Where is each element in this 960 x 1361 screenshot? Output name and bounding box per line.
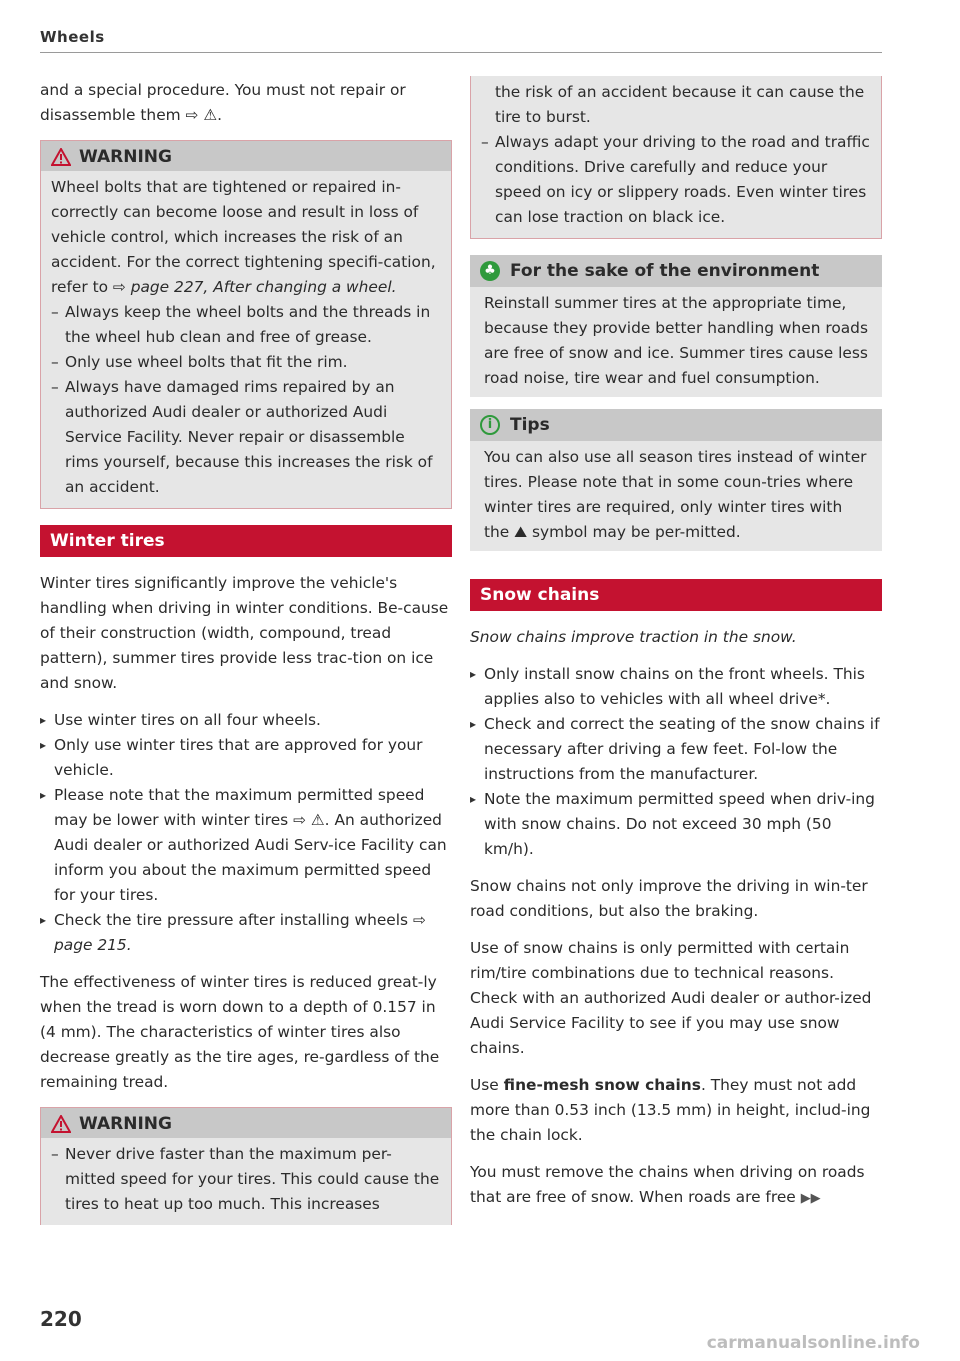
warning-label: WARNING [79,147,172,167]
warning-box-bolts [40,140,452,509]
environment-note-text: Reinstall summer tires at the appropriate time, because they provide better handling when roads are free of snow and ice. Summer tires cause less road noise, tire wear and fuel consumption. [484,294,868,387]
page-reference-link[interactable]: ⇨ page 215. [54,911,426,954]
warning-triangle-icon [51,1115,71,1133]
winter-step: ▸ Only use winter tires that are approved for your vehicle. [40,733,452,783]
section-title-winter-tires: Winter tires [40,525,452,557]
tips-title: Tips [510,415,550,435]
snow-step: ▸ Check and correct the seating of the snow chains if necessary after driving a few feet. Fol-low the instructions from the manufacturer. [470,712,882,787]
warning-continued-text: the risk of an accident because it can cause the tire to burst. [495,83,865,126]
snow-steps [470,662,882,862]
winter-intro: Winter tires significantly improve the vehicle's handling when driving in winter conditions. Be-cause of their construction (width, compound, tread pattern), summer tires provide less trac-tion on ice and snow. [40,574,449,692]
snow-paragraph: Snow chains not only improve the driving in win-ter road conditions, but also the braking. [470,877,868,920]
warning-body [41,1138,451,1225]
warning-text: Wheel bolts that are tightened or repaired in-correctly can become loose and result in loss of vehicle control, which increases the risk of an accident. For the correct tightening specifi-cation, refer to ⇨ page 227, After changing a wheel. [51,178,436,296]
warning-item: – Always keep the wheel bolts and the threads in the wheel hub clean and free of grease. [51,300,441,350]
warning-triangle-icon [51,148,71,166]
warning-item: – Only use wheel bolts that fit the rim. [51,350,441,375]
page-header-title: Wheels [40,28,105,46]
page-reference-link[interactable]: ⇨ page 227, After changing a wheel. [112,278,397,296]
warning-list [481,130,871,230]
warning-item: – Always adapt your driving to the road and traffic conditions. Drive carefully and reduce your speed on icy or slippery roads. Even winter tires can lose traction on black ice. [481,130,871,230]
environment-note-header [470,255,882,287]
tips-body [470,441,882,551]
tips-text: You can also use all season tires instead of winter tires. Please note that in some coun-tries where winter tires are required, only winter tires with the ⛰ symbol may be per-mitted. [484,448,867,541]
snow-subtitle: Snow chains improve traction in the snow. [470,628,797,646]
environment-note-title: For the sake of the environment [510,261,820,281]
warning-list [51,300,441,500]
warning-item: – Never drive faster than the maximum per-mitted speed for your tires. This could cause the tires to heat up too much. This increases [51,1142,441,1217]
snow-step: ▸ Only install snow chains on the front wheels. This applies also to vehicles with all wheel drive*. [470,662,882,712]
warning-header [41,141,451,171]
left-column [40,78,452,1225]
warning-list [51,1142,441,1217]
winter-effect-paragraph: The effectiveness of winter tires is reduced great-ly when the tread is worn down to a depth of 0.157 in (4 mm). The characteristics of winter tires also decrease greatly as the tire ages, re-gardless of the remaining tread. [40,973,440,1091]
warning-body [471,76,881,238]
warning-item: – Always have damaged rims repaired by an authorized Audi dealer or authorized Audi Service Facility. Never repair or disassemble rims yourself, because this increases the risk of an accident. [51,375,441,500]
section-title-snow-chains: Snow chains [470,579,882,611]
tips-header [470,409,882,441]
snow-step: ▸ Note the maximum permitted speed when driv-ing with snow chains. Do not exceed 30 mph (50 km/h). [470,787,882,862]
intro-paragraph: and a special procedure. You must not repair or disassemble them ⇨ ⚠. [40,81,406,124]
footer-watermark: carmanualsonline.info [706,1333,920,1353]
continue-arrow-icon: ▶▶ [800,1191,821,1206]
warning-header [41,1108,451,1138]
warning-box-speed-continued [470,76,882,239]
leaf-icon: ♣ [480,261,500,281]
winter-step: ▸ Check the tire pressure after installing wheels ⇨ page 215. [40,908,452,958]
warning-body [41,171,451,508]
winter-step: ▸ Use winter tires on all four wheels. [40,708,452,733]
winter-steps [40,708,452,958]
warning-label: WARNING [79,1114,172,1134]
snow-paragraph: Use fine-mesh snow chains. They must not add more than 0.53 inch (13.5 mm) in height, includ-ing the chain lock. [470,1076,871,1144]
right-column [470,76,882,1223]
page-number: 220 [40,1307,82,1331]
page-header [40,28,882,53]
snow-paragraph: You must remove the chains when driving on roads that are free of snow. When roads are free ▶▶ [470,1163,865,1206]
warning-box-speed [40,1107,452,1225]
snow-paragraph: Use of snow chains is only permitted with certain rim/tire combinations due to technical reasons. Check with an authorized Audi dealer or author-ized Audi Service Facility to see if you may use snow chains. [470,939,872,1057]
bold-term: fine-mesh snow chains [503,1076,701,1094]
winter-step: ▸ Please note that the maximum permitted speed may be lower with winter tires ⇨ ⚠. An authorized Audi dealer or authorized Audi Serv-ice Facility can inform you about the maximum permitted speed for your tires. [40,783,452,908]
info-icon: i [480,415,500,435]
environment-note-body [470,287,882,397]
